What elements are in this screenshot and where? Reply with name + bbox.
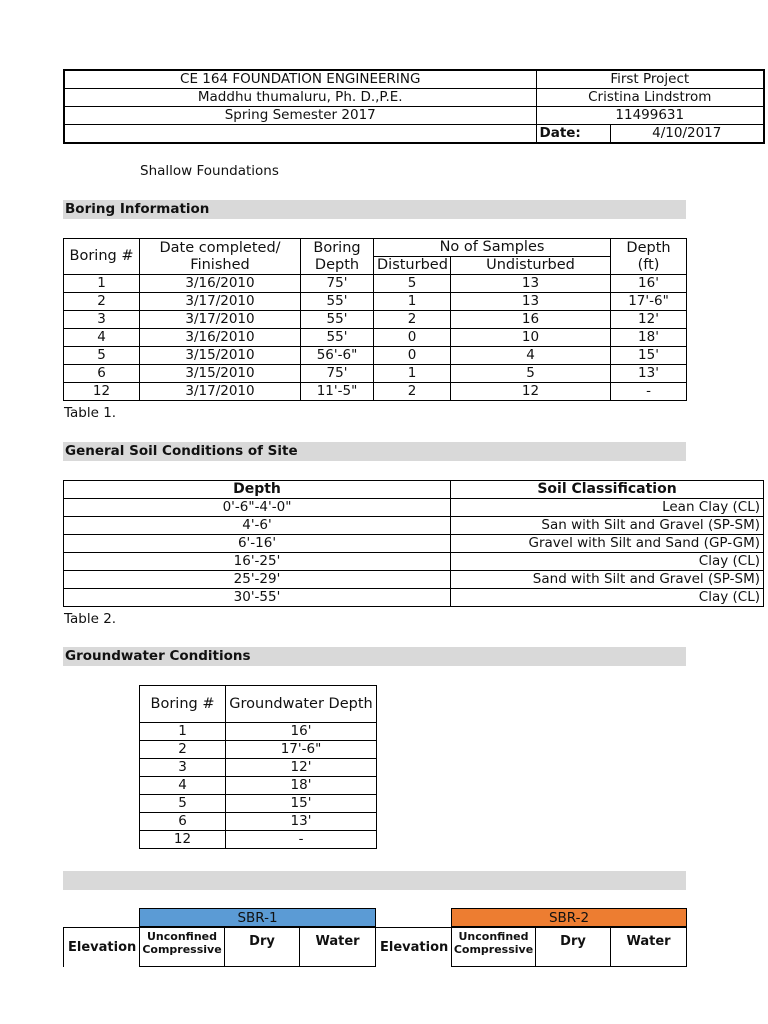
header-empty-cell [64, 125, 536, 144]
cell-date: 3/17/2010 [140, 383, 301, 401]
cell-boring-number: 3 [64, 311, 140, 329]
cell-date: 3/15/2010 [140, 365, 301, 383]
section-soil-conditions: General Soil Conditions of Site [63, 442, 686, 461]
cell-undisturbed: 12 [451, 383, 611, 401]
col-soil-classification: Soil Classification [451, 481, 764, 499]
cell-depth: 6'-16' [64, 535, 451, 553]
cell-date: 3/16/2010 [140, 275, 301, 293]
col-no-of-samples: No of Samples [374, 239, 611, 257]
table-row [64, 365, 687, 383]
cell-boring-depth: 11'-5" [301, 383, 374, 401]
section-blank-band [63, 871, 686, 890]
table-row [64, 553, 764, 571]
boring-table [63, 238, 687, 401]
cell-gw-depth: 13' [226, 813, 377, 831]
header-table [63, 69, 765, 144]
cell-boring-number: 4 [64, 329, 140, 347]
cell-boring-number: 6 [64, 365, 140, 383]
cell-gw-depth: 18' [226, 777, 377, 795]
cell-boring-depth: 75' [301, 275, 374, 293]
col-depth-ft: Depth (ft) [611, 239, 687, 275]
date-label: Date: [536, 125, 610, 144]
cell-boring-number: 5 [64, 347, 140, 365]
project-title: First Project [536, 70, 764, 89]
cell-soil-classification: Lean Clay (CL) [451, 499, 764, 517]
cell-boring-depth: 56'-6" [301, 347, 374, 365]
table-row [64, 571, 764, 589]
cell-date: 3/15/2010 [140, 347, 301, 365]
cell-depth: 30'-55' [64, 589, 451, 607]
col-disturbed: Disturbed [374, 257, 451, 275]
table-row [64, 329, 687, 347]
sbr2-elevation-label: Elevation [380, 940, 449, 955]
table1-caption: Table 1. [64, 405, 117, 421]
cell-disturbed: 0 [374, 347, 451, 365]
cell-depth-ft: 15' [611, 347, 687, 365]
sbr2-dry: Dry [535, 927, 611, 967]
cell-depth-ft: 16' [611, 275, 687, 293]
sbr2-title: SBR-2 [451, 908, 687, 927]
col-undisturbed: Undisturbed [451, 257, 611, 275]
table-row [140, 795, 377, 813]
table2-caption: Table 2. [64, 611, 117, 627]
cell-boring-number: 12 [64, 383, 140, 401]
cell-date: 3/17/2010 [140, 293, 301, 311]
student-id: 11499631 [536, 107, 764, 125]
col-boring-number: Boring # [64, 239, 140, 275]
sbr2-unconfined: Unconfined Compressive [451, 927, 536, 967]
cell-depth-ft: - [611, 383, 687, 401]
cell-depth-ft: 13' [611, 365, 687, 383]
instructor-name: Maddhu thumaluru, Ph. D.,P.E. [64, 89, 536, 107]
table-row [140, 777, 377, 795]
cell-depth-ft: 18' [611, 329, 687, 347]
cell-depth: 25'-29' [64, 571, 451, 589]
cell-boring-number: 2 [64, 293, 140, 311]
section-boring-information: Boring Information [63, 200, 686, 219]
cell-undisturbed: 13 [451, 293, 611, 311]
cell-gw-boring: 6 [140, 813, 226, 831]
cell-gw-boring: 3 [140, 759, 226, 777]
cell-depth: 0'-6"-4'-0" [64, 499, 451, 517]
cell-soil-classification: Clay (CL) [451, 553, 764, 571]
cell-depth-ft: 12' [611, 311, 687, 329]
cell-depth: 4'-6' [64, 517, 451, 535]
sbr2-water: Water [610, 927, 687, 967]
cell-undisturbed: 10 [451, 329, 611, 347]
cell-undisturbed: 4 [451, 347, 611, 365]
table-row [64, 517, 764, 535]
cell-undisturbed: 5 [451, 365, 611, 383]
cell-boring-number: 1 [64, 275, 140, 293]
date-value: 4/10/2017 [610, 125, 764, 144]
cell-gw-depth: 12' [226, 759, 377, 777]
table-row [64, 535, 764, 553]
table-row [140, 723, 377, 741]
cell-gw-depth: - [226, 831, 377, 849]
cell-gw-boring: 4 [140, 777, 226, 795]
course-title: CE 164 FOUNDATION ENGINEERING [64, 70, 536, 89]
cell-soil-classification: Gravel with Silt and Sand (GP-GM) [451, 535, 764, 553]
col-boring-depth: Boring Depth [301, 239, 374, 275]
cell-boring-depth: 55' [301, 329, 374, 347]
table-row [64, 589, 764, 607]
table-row [140, 741, 377, 759]
cell-disturbed: 2 [374, 383, 451, 401]
cell-gw-boring: 1 [140, 723, 226, 741]
cell-gw-depth: 15' [226, 795, 377, 813]
cell-date: 3/17/2010 [140, 311, 301, 329]
cell-boring-depth: 55' [301, 293, 374, 311]
col-gw-boring: Boring # [140, 686, 226, 723]
cell-date: 3/16/2010 [140, 329, 301, 347]
cell-boring-depth: 55' [301, 311, 374, 329]
cell-disturbed: 1 [374, 365, 451, 383]
cell-soil-classification: Clay (CL) [451, 589, 764, 607]
table-row [140, 759, 377, 777]
table-row [64, 383, 687, 401]
cell-soil-classification: San with Silt and Gravel (SP-SM) [451, 517, 764, 535]
table-row [140, 813, 377, 831]
student-name: Cristina Lindstrom [536, 89, 764, 107]
cell-undisturbed: 13 [451, 275, 611, 293]
section-groundwater: Groundwater Conditions [63, 647, 686, 666]
table-row [64, 311, 687, 329]
table-row [64, 347, 687, 365]
cell-depth-ft: 17'-6" [611, 293, 687, 311]
semester: Spring Semester 2017 [64, 107, 536, 125]
cell-soil-classification: Sand with Silt and Gravel (SP-SM) [451, 571, 764, 589]
sbr1-unconfined: Unconfined Compressive [139, 927, 225, 967]
col-depth: Depth [64, 481, 451, 499]
cell-depth: 16'-25' [64, 553, 451, 571]
cell-undisturbed: 16 [451, 311, 611, 329]
sbr1-water: Water [299, 927, 376, 967]
table-row [140, 831, 377, 849]
col-gw-depth: Groundwater Depth [226, 686, 377, 723]
cell-gw-boring: 12 [140, 831, 226, 849]
col-date-completed: Date completed/ Finished [140, 239, 301, 275]
cell-disturbed: 2 [374, 311, 451, 329]
cell-gw-depth: 17'-6" [226, 741, 377, 759]
cell-gw-boring: 2 [140, 741, 226, 759]
cell-boring-depth: 75' [301, 365, 374, 383]
table-row [64, 293, 687, 311]
groundwater-table [139, 685, 377, 849]
cell-disturbed: 1 [374, 293, 451, 311]
cell-disturbed: 5 [374, 275, 451, 293]
cell-disturbed: 0 [374, 329, 451, 347]
cell-gw-boring: 5 [140, 795, 226, 813]
table-row [64, 275, 687, 293]
cell-gw-depth: 16' [226, 723, 377, 741]
soil-table [63, 480, 764, 607]
sbr1-title: SBR-1 [139, 908, 376, 927]
doc-title: Shallow Foundations [140, 163, 279, 179]
table-row [64, 499, 764, 517]
sbr1-elevation-label: Elevation [68, 940, 137, 955]
sbr1-dry: Dry [224, 927, 300, 967]
